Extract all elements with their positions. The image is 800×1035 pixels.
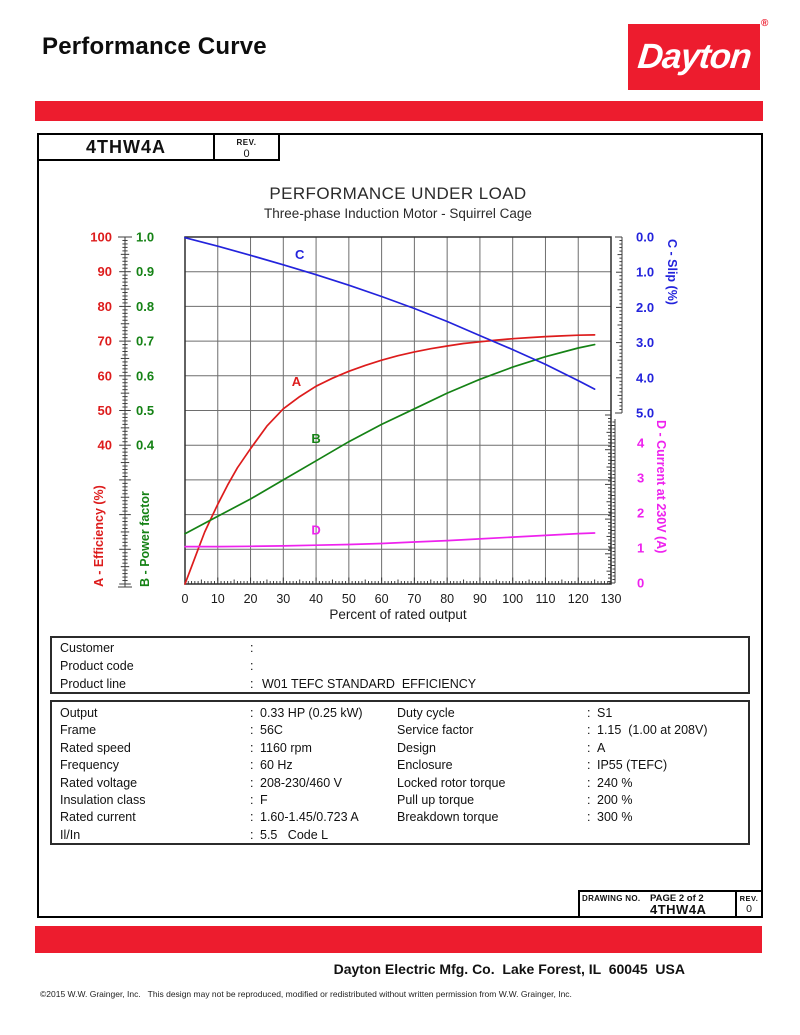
colon: : (250, 641, 254, 655)
svg-text:60: 60 (374, 592, 389, 606)
colon: : (250, 827, 254, 842)
customer-label: Customer (60, 641, 115, 655)
svg-text:A: A (291, 373, 302, 389)
spec-left-row (52, 741, 397, 758)
spec-left-row (52, 793, 397, 810)
spec-left-value: 56C (260, 723, 283, 738)
spec-left-value: 208-230/460 V (260, 775, 343, 790)
title-block-rev-box (735, 890, 763, 918)
spec-right-row (397, 793, 747, 810)
spec-right-row (397, 741, 747, 758)
svg-text:3.0: 3.0 (636, 335, 655, 351)
svg-text:2.0: 2.0 (636, 299, 655, 315)
revision-box (213, 133, 280, 161)
svg-text:0.0: 0.0 (636, 229, 655, 245)
spec-left-label: Frequency (60, 758, 120, 773)
svg-text:4.0: 4.0 (636, 370, 655, 386)
spec-right-label: Locked rotor torque (397, 775, 506, 790)
svg-text:C - Slip (%): C - Slip (%) (665, 239, 679, 305)
svg-text:100: 100 (502, 592, 524, 606)
title-block-rev-value: 0 (746, 903, 752, 915)
spec-left-value: F (260, 792, 268, 807)
svg-text:0.5: 0.5 (136, 403, 155, 418)
dayton-logo (628, 24, 760, 90)
colon: : (587, 810, 591, 825)
company-address: Dayton Electric Mfg. Co. Lake Forest, IL 60045 USA (333, 961, 685, 977)
colon: : (250, 740, 254, 755)
spec-left-value: 5.5 Code L (260, 827, 329, 842)
svg-text:4: 4 (637, 435, 645, 451)
svg-text:1: 1 (637, 540, 645, 556)
spec-right-value: S1 (597, 706, 613, 720)
spec-left-row (52, 758, 397, 775)
svg-text:1.0: 1.0 (636, 264, 655, 280)
spec-right-value: IP55 (TEFC) (597, 758, 668, 773)
spec-right-row (397, 723, 747, 740)
spec-right-label: Design (397, 740, 436, 755)
svg-text:1.0: 1.0 (136, 229, 155, 245)
colon: : (587, 758, 591, 773)
colon: : (250, 810, 254, 825)
drawing-no-label: DRAWING NO. (582, 894, 641, 903)
bottom-red-bar (35, 926, 762, 953)
svg-text:D - Current at 230V (A): D - Current at 230V (A) (654, 420, 668, 554)
spec-left-row (52, 810, 397, 827)
spec-column-left (52, 706, 397, 845)
spec-right-label: Enclosure (397, 758, 453, 773)
spec-left-row (52, 723, 397, 740)
x-axis-label: Percent of rated output (329, 607, 467, 622)
top-red-bar (35, 101, 763, 121)
colon: : (250, 775, 254, 790)
drawing-number: 4THW4A (650, 902, 707, 917)
svg-text:30: 30 (276, 592, 291, 606)
model-number: 4THW4A (85, 136, 166, 157)
spec-left-label: Rated speed (60, 740, 131, 755)
title-block-rev-label: REV. (739, 894, 759, 903)
svg-text:C: C (294, 246, 305, 262)
chart-subtitle: Three-phase Induction Motor - Squirrel Cage (264, 206, 532, 221)
svg-text:50: 50 (341, 592, 356, 606)
copyright-notice: ©2015 W.W. Grainger, Inc. This design may not be reproduced, modified or redistributed without written permission from W.W. Grainger, Inc. (40, 989, 572, 999)
spec-left-label: Rated current (60, 810, 136, 825)
colon: : (587, 740, 591, 755)
spec-left-row (52, 776, 397, 793)
spec-left-row (52, 828, 397, 845)
specifications-box (50, 700, 750, 845)
svg-text:90: 90 (97, 264, 112, 280)
svg-text:50: 50 (97, 403, 112, 418)
spec-right-value: 200 % (597, 792, 633, 807)
spec-right-label: Service factor (397, 723, 474, 738)
svg-text:40: 40 (97, 437, 112, 453)
colon: : (587, 706, 591, 720)
spec-left-label: Output (60, 706, 98, 720)
svg-text:0: 0 (637, 575, 645, 591)
colon: : (250, 677, 254, 691)
spec-right-label: Breakdown torque (397, 810, 499, 825)
colon: : (587, 723, 591, 738)
revision-value: 0 (243, 148, 250, 160)
svg-text:B - Power factor: B - Power factor (138, 491, 152, 587)
customer-row (52, 641, 748, 659)
spec-left-label: Frame (60, 723, 97, 738)
svg-text:B: B (311, 431, 321, 447)
spec-right-label: Duty cycle (397, 706, 455, 720)
registered-trademark-icon: ® (761, 18, 769, 29)
colon: : (250, 659, 254, 673)
spec-left-value: 1160 rpm (260, 740, 312, 755)
spec-left-value: 1.60-1.45/0.723 A (260, 810, 359, 825)
spec-right-value: 300 % (597, 810, 633, 825)
page-title: Performance Curve (42, 33, 267, 60)
spec-left-value: 0.33 HP (0.25 kW) (260, 706, 363, 720)
svg-text:10: 10 (210, 592, 225, 606)
dayton-logo-text: Dayton (635, 37, 753, 76)
svg-text:20: 20 (243, 592, 258, 606)
svg-text:0: 0 (181, 592, 189, 606)
svg-text:5.0: 5.0 (636, 405, 655, 421)
svg-text:80: 80 (97, 298, 112, 314)
spec-right-value: 1.15 (1.00 at 208V) (597, 723, 708, 738)
product-line-label: Product line (60, 677, 127, 691)
svg-text:130: 130 (600, 592, 622, 606)
colon: : (250, 758, 254, 773)
spec-right-row (397, 758, 747, 775)
svg-text:2: 2 (637, 505, 645, 521)
svg-text:0.6: 0.6 (136, 368, 155, 384)
svg-text:0.9: 0.9 (136, 264, 155, 280)
svg-text:0.8: 0.8 (136, 298, 155, 314)
svg-text:60: 60 (97, 368, 112, 384)
svg-text:0.4: 0.4 (136, 437, 155, 453)
spec-left-row (52, 706, 397, 723)
svg-text:0.7: 0.7 (136, 333, 155, 349)
spec-right-row (397, 706, 747, 723)
product-code-label: Product code (60, 659, 134, 673)
svg-text:100: 100 (90, 229, 112, 245)
chart-title: PERFORMANCE UNDER LOAD (269, 184, 527, 203)
svg-text:40: 40 (309, 592, 324, 606)
svg-text:120: 120 (567, 592, 589, 606)
spec-right-row (397, 810, 747, 827)
spec-right-label: Pull up torque (397, 792, 475, 807)
colon: : (250, 723, 254, 738)
svg-text:70: 70 (97, 333, 112, 349)
spec-column-right (397, 706, 747, 828)
customer-info-box (50, 636, 750, 694)
spec-right-row (397, 776, 747, 793)
colon: : (587, 775, 591, 790)
spec-left-value: 60 Hz (260, 758, 293, 773)
model-number-box (37, 133, 215, 161)
svg-text:110: 110 (535, 592, 556, 606)
colon: : (250, 792, 254, 807)
svg-text:90: 90 (472, 592, 487, 606)
spec-right-value: 240 % (597, 775, 633, 790)
page-indicator: PAGE 2 of 2 (650, 893, 704, 904)
spec-left-label: Rated voltage (60, 775, 138, 790)
svg-text:D: D (311, 522, 321, 538)
svg-text:80: 80 (440, 592, 455, 606)
spec-right-value: A (597, 740, 606, 755)
revision-label: REV. (236, 138, 257, 147)
colon: : (587, 792, 591, 807)
product-line-row (52, 677, 748, 695)
svg-text:A - Efficiency (%): A - Efficiency (%) (92, 485, 106, 587)
svg-text:3: 3 (637, 470, 645, 486)
colon: : (250, 706, 254, 720)
product-code-row (52, 659, 748, 677)
spec-left-label: Insulation class (60, 792, 146, 807)
svg-text:70: 70 (407, 592, 422, 606)
product-line-value: W01 TEFC STANDARD EFFICIENCY (262, 677, 477, 691)
spec-left-label: Il/In (60, 827, 81, 842)
